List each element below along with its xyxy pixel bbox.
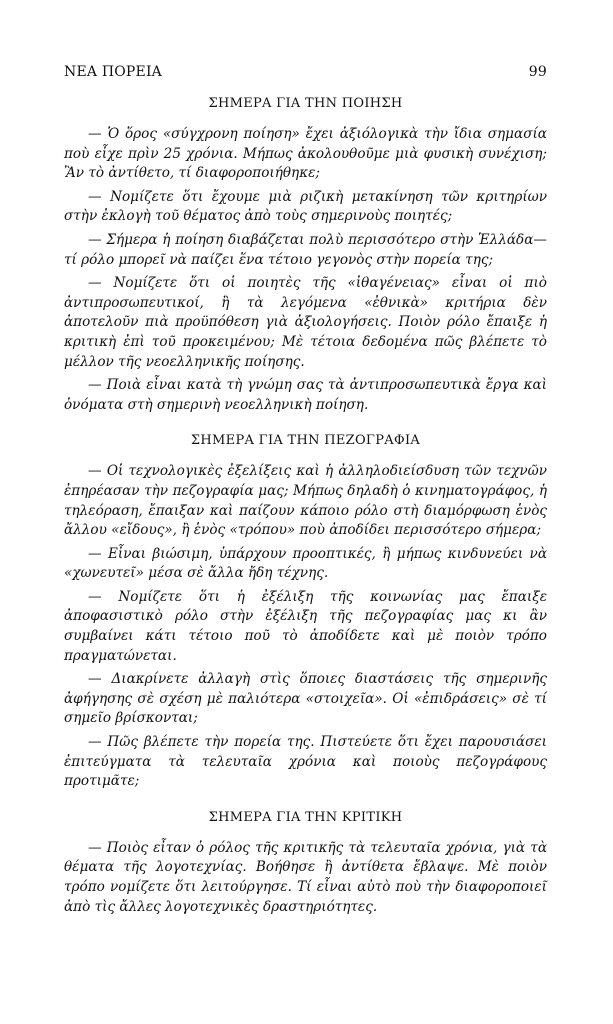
question-paragraph: — Ποιὰ εἶναι κατὰ τὴ γνώμη σας τὰ ἀντιπροσωπευτικὰ ἔργα καὶ ὀνόματα στὴ σημερινὴ νεοελληνικὴ ποίηση.: [64, 377, 547, 413]
section-title: ΣΗΜΕΡΑ ΓΙΑ ΤΗΝ ΠΕΖΟΓΡΑΦΙΑ: [190, 433, 421, 449]
page-body: [64, 96, 547, 935]
question-paragraph: — Νομίζετε ὅτι ἔχουμε μιὰ ριζικὴ μετακίνηση τῶν κριτηρίων στὴν ἐκλογὴ τοῦ θέματος ἀπὸ τοὺς σημερινοὺς ποιητές;: [64, 188, 547, 225]
question-paragraph: — Διακρίνετε ἀλλαγὴ στὶς ὅποιες διαστάσεις τῆς σημερινῆς ἀφήγησης σὲ σχέση μὲ παλιότερα «στοιχεῖα». Οἱ «ἐπιδράσεις» σὲ τί σημεῖο βρίσκονται;: [64, 671, 547, 727]
journal-title: ΝΕΑ ΠΟΡΕΙΑ: [64, 64, 162, 80]
section-criticism: [64, 810, 547, 917]
page-number: 99: [528, 64, 547, 80]
running-header: [64, 64, 547, 80]
section-title: ΣΗΜΕΡΑ ΓΙΑ ΤΗΝ ΠΟΙΗΣΗ: [208, 96, 403, 111]
section-title: ΣΗΜΕΡΑ ΓΙΑ ΤΗΝ ΚΡΙΤΙΚΗ: [208, 809, 403, 825]
question-paragraph: — Ὁ ὅρος «σύγχρονη ποίηση» ἔχει ἀξιόλογικὰ τὴν ἴδια σημασία ποὺ εἶχε πρὶν 25 χρόνια. Μήπως ἀκολουθοῦμε μιὰ φυσικὴ συνέχιση; Ἂν τὸ ἀντίθετο, τί διαφοροποιήθηκε;: [64, 126, 547, 182]
section-prose: [64, 433, 547, 792]
question-paragraph: — Νομίζετε ὅτι ἡ ἐξέλιξη τῆς κοινωνίας μας ἔπαιξε ἀποφασιστικὸ ρόλο στὴν ἐξέλιξη τῆς πεζογραφίας μας κι ἂν συμβαίνει κάτι τέτοιο ποῦ τὸ ἀποδίδετε καὶ μὲ ποιὸν τρόπο πραγματώνεται.: [64, 588, 547, 664]
question-paragraph: — Οἱ τεχνολογικὲς ἐξελίξεις καὶ ἡ ἀλληλοδιείσδυση τῶν τεχνῶν ἐπηρέασαν τὴν πεζογραφία μας; Μήπως δηλαδὴ ὁ κινηματογράφος, ἡ τηλεόραση, ἔπαιξαν καὶ παίζουν κάποιο ρόλο στὴ διαμόρφωση ἑνὸς ἄλλου «εἴδους», ἢ ἑνὸς «τρόπου» ποὺ ἀποδίδει περισσότερο σήμερα;: [64, 463, 547, 539]
section-poetry: [64, 96, 547, 415]
question-paragraph: — Νομίζετε ὅτι οἱ ποιητὲς τῆς «ἰθαγένειας» εἶναι οἱ πιὸ ἀντιπροσωπευτικοί, ἢ τὰ λεγόμενα «ἐθνικὰ» κριτήρια δὲν ἀποτελοῦν πιὰ προϋπόθεση γιὰ ἀξιολογήσεις. Ποιὸν ρόλο ἔπαιξε ἡ κριτικὴ ἐπὶ τοῦ προκειμένου; Μὲ τέτοια δεδομένα πῶς βλέπετε τὸ μέλλον τῆς νεοελληνικῆς ποίησης.: [64, 275, 547, 370]
question-paragraph: — Πῶς βλέπετε τὴν πορεία της. Πιστεύετε ὅτι ἔχει παρουσιάσει ἐπιτεύγματα τὰ τελευταῖα χρόνια καὶ ποιοὺς πεζογράφους προτιμᾶτε;: [64, 734, 547, 790]
question-paragraph: — Ποιὸς εἶταν ὁ ρόλος τῆς κριτικῆς τὰ τελευταῖα χρόνια, γιὰ τὰ θέματα τῆς λογοτεχνίας. Βοήθησε ἢ ἀντίθετα ἔβλαψε. Μὲ ποιὸν τρόπο νομίζετε ὅτι λειτούργησε. Τί εἶναι αὐτὸ ποὺ τὴν διαφοροποιεῖ ἀπὸ τὶς ἄλλες λογοτεχνικὲς δραστηριότητες.: [64, 839, 547, 915]
question-paragraph: — Σήμερα ἡ ποίηση διαβάζεται πολὺ περισσότερο στὴν Ἑλλάδα— τί ρόλο μπορεῖ νὰ παίζει ἕνα τέτοιο γεγονὸς στὴν πορεία της;: [64, 231, 547, 268]
question-paragraph: — Εἶναι βιώσιμη, ὑπάρχουν προοπτικές, ἢ μήπως κινδυνεύει νὰ «χωνευτεῖ» μέσα σὲ ἄλλα ἤδη τέχνης.: [64, 545, 547, 582]
